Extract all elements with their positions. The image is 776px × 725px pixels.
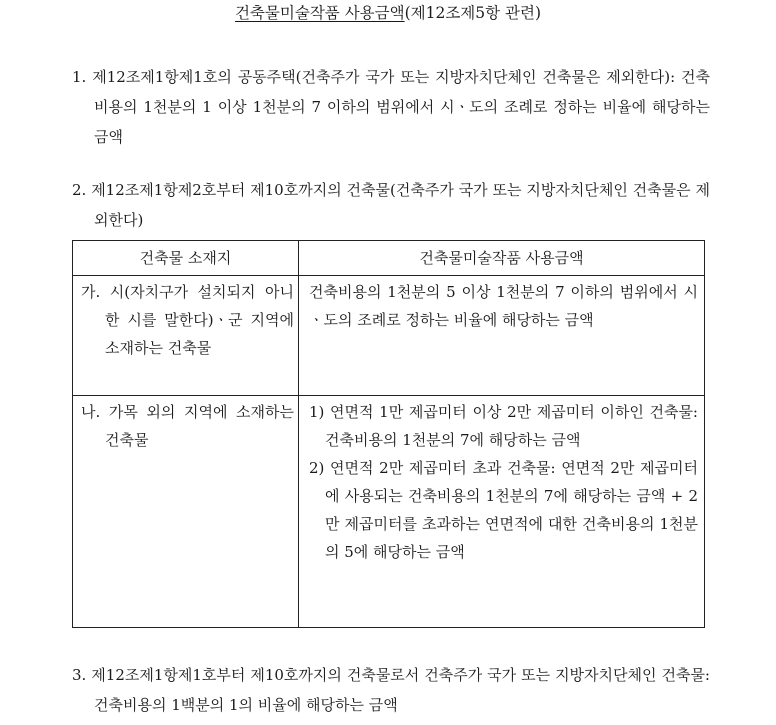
header-amount: 건축물미술작품 사용금액: [299, 241, 705, 276]
item-number: 3.: [72, 666, 87, 684]
item-text: 제12조제1항제1호의 공동주택(건축주가 국가 또는 지방자치단체인 건축물은 제외한다): 건축비용의 1천분의 1 이상 1천분의 7 이하의 범위에서 시ㆍ도의 조례로 정하는 비율에 해당하는 금액: [92, 68, 710, 146]
list-item-1: [72, 62, 710, 152]
amount-subitem-2: 2) 연면적 2만 제곱미터 초과 건축물: 연면적 2만 제곱미터에 사용되는 건축비용의 1천분의 7에 해당하는 금액 + 2만 제곱미터를 초과하는 연면적에 대한 건축비용의 1천분의 5에 해당하는 금액: [309, 459, 698, 561]
cell-amount-ga: 건축비용의 1천분의 5 이상 1천분의 7 이하의 범위에서 시ㆍ도의 조례로 정하는 비율에 해당하는 금액: [299, 276, 705, 396]
item-number: 1.: [72, 68, 87, 86]
table-row: [73, 276, 705, 396]
header-location: 건축물 소재지: [73, 241, 299, 276]
cell-location-ga: 가. 시(자치구가 설치되지 아니한 시를 말한다)ㆍ군 지역에 소재하는 건축물: [73, 276, 299, 396]
item-number: 2.: [72, 181, 87, 199]
list-item-2: [72, 175, 710, 235]
amount-subitem-1: 1) 연면적 1만 제곱미터 이상 2만 제곱미터 이하인 건축물: 건축비용의 1천분의 7에 해당하는 금액: [309, 403, 698, 449]
document-title: [0, 2, 776, 24]
amount-table: [72, 240, 705, 628]
title-clause-reference: (제12조제5항 관련): [404, 4, 542, 22]
title-underlined: 건축물미술작품 사용금액: [234, 4, 405, 22]
list-item-3: [72, 660, 710, 720]
item-text: 제12조제1항제1호부터 제10호까지의 건축물로서 건축주가 국가 또는 지방자치단체인 건축물: 건축비용의 1백분의 1의 비율에 해당하는 금액: [91, 666, 710, 714]
table-header-row: [73, 241, 705, 276]
cell-amount-na: [299, 396, 705, 628]
item-text: 제12조제1항제2호부터 제10호까지의 건축물(건축주가 국가 또는 지방자치단체인 건축물은 제외한다): [91, 181, 710, 229]
cell-location-na: 나. 가목 외의 지역에 소재하는 건축물: [73, 396, 299, 628]
table-row: [73, 396, 705, 628]
